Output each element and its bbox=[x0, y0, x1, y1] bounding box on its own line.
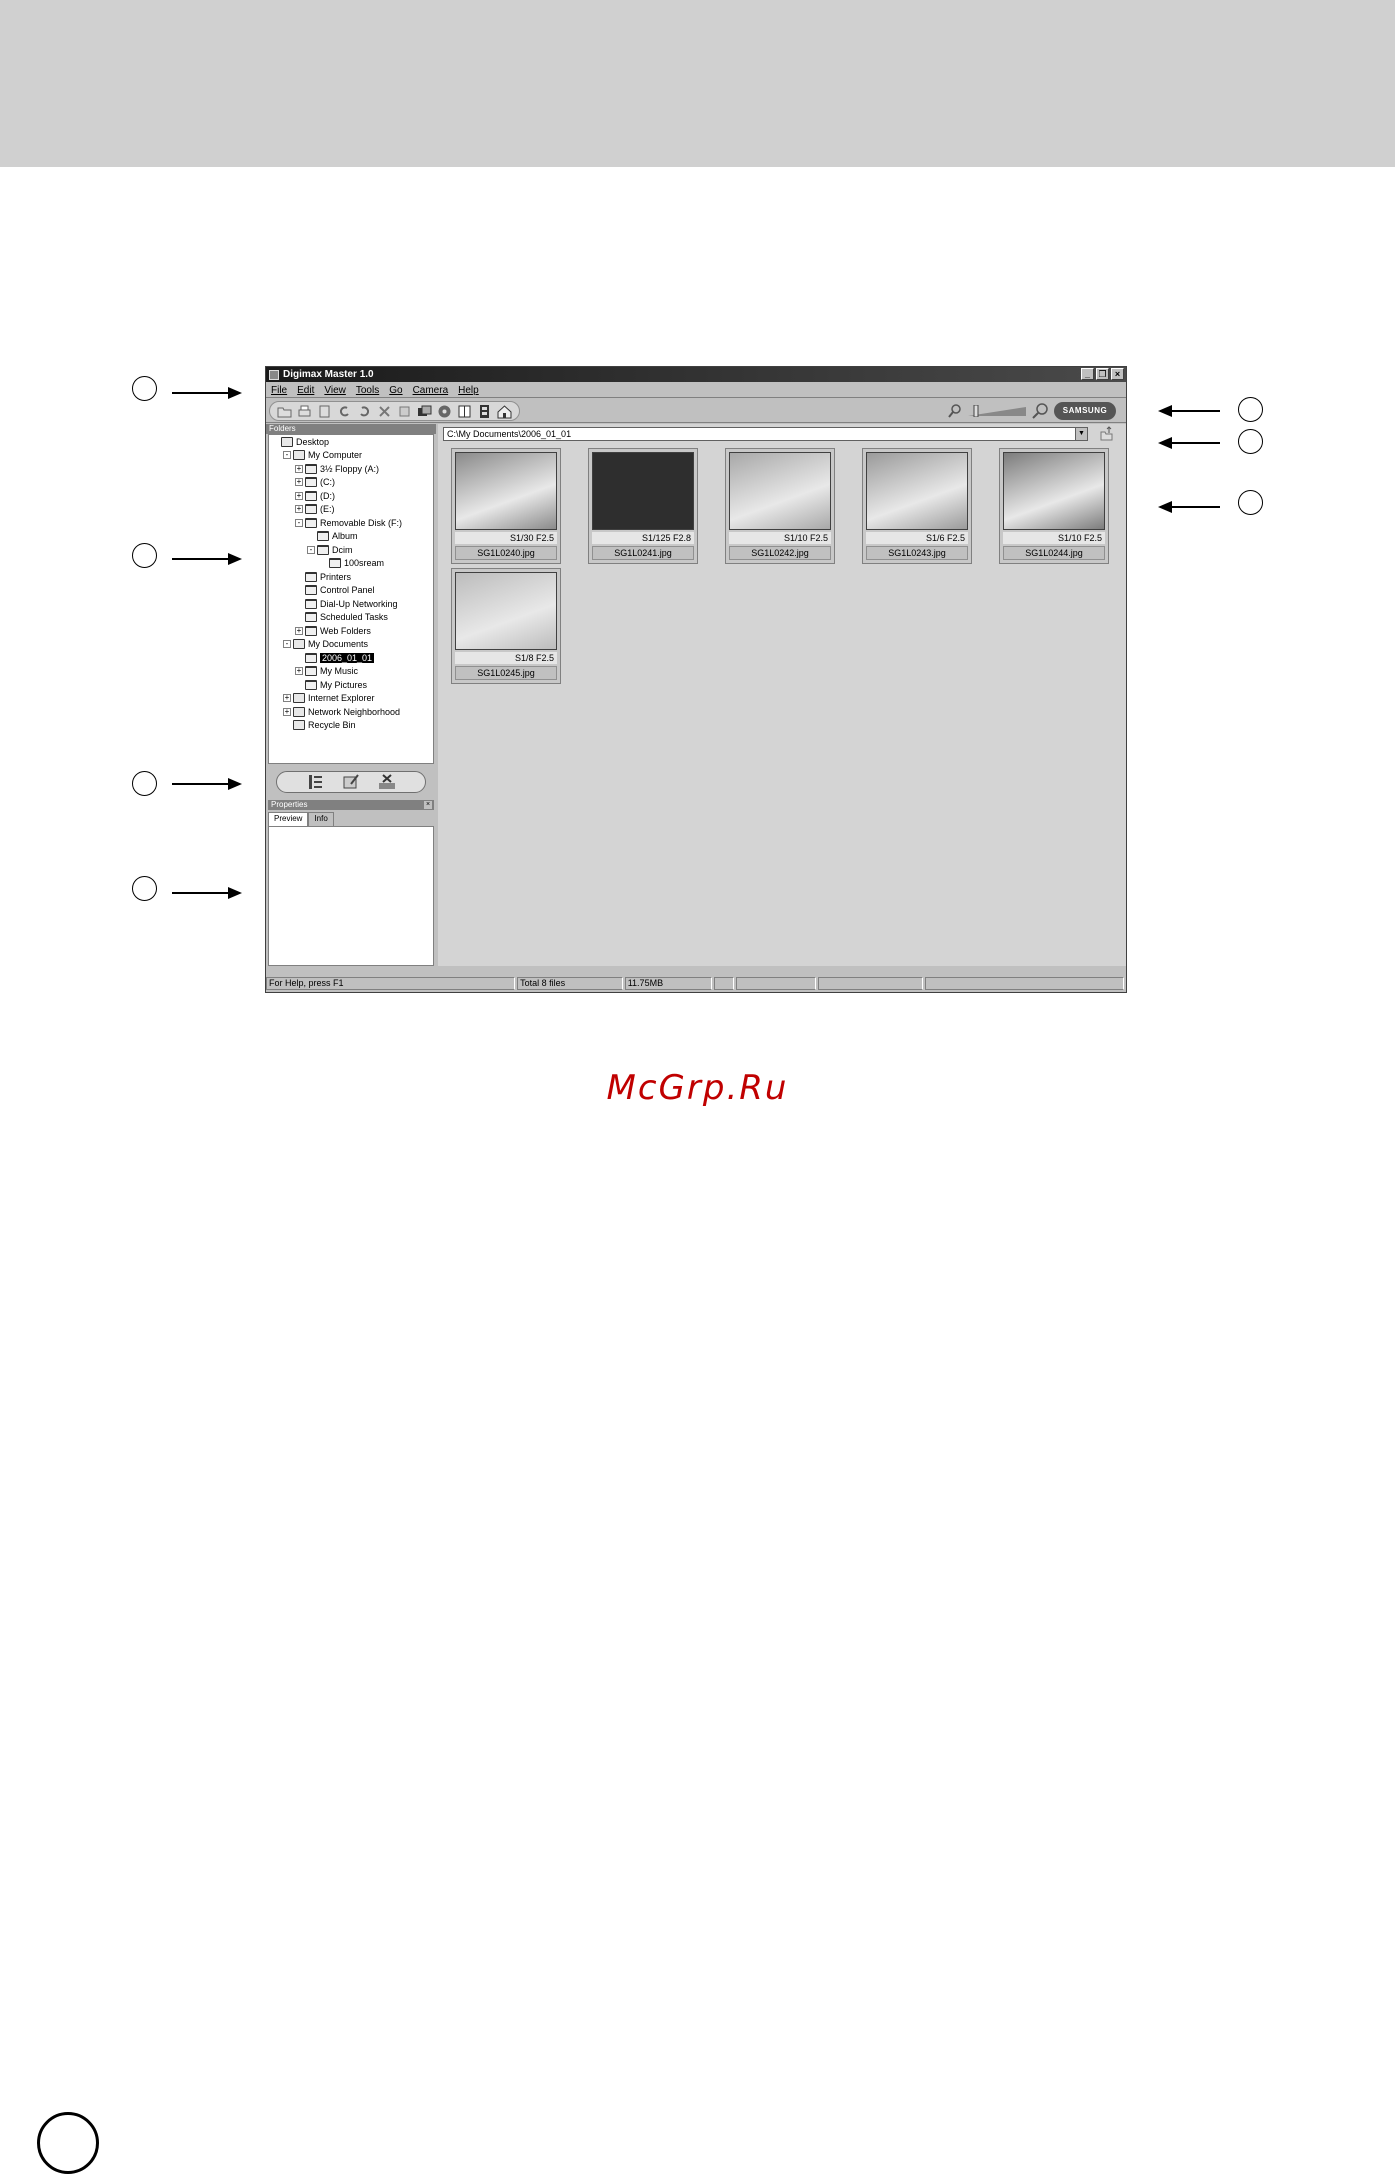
path-combobox[interactable] bbox=[443, 427, 1088, 441]
exposure-label: S1/30 F2.5 bbox=[455, 532, 557, 544]
folder-icon bbox=[305, 491, 317, 501]
properties-panel bbox=[268, 800, 434, 966]
folder-icon bbox=[305, 653, 317, 663]
close-button[interactable]: × bbox=[1111, 368, 1124, 380]
left-pane bbox=[266, 424, 436, 966]
tree-item-label: Album bbox=[332, 531, 358, 542]
zoom-in-icon[interactable] bbox=[1032, 403, 1048, 419]
tab-preview[interactable]: Preview bbox=[268, 812, 308, 826]
tree-item[interactable] bbox=[269, 462, 433, 476]
chevron-down-icon[interactable]: ▼ bbox=[1075, 428, 1087, 440]
tree-item[interactable] bbox=[269, 435, 433, 449]
folder-icon bbox=[293, 639, 305, 649]
paste-icon[interactable] bbox=[316, 404, 333, 419]
filename-label: SG1L0241.jpg bbox=[592, 546, 694, 560]
film-icon[interactable] bbox=[476, 404, 493, 419]
expand-icon[interactable]: + bbox=[284, 693, 290, 703]
folder-icon bbox=[305, 585, 317, 595]
thumbnail[interactable] bbox=[862, 448, 972, 564]
photo-image bbox=[729, 452, 831, 530]
tree-item[interactable] bbox=[269, 489, 433, 503]
folders-caption: Folders bbox=[266, 424, 436, 434]
filename-label: SG1L0244.jpg bbox=[1003, 546, 1105, 560]
folder-icon bbox=[293, 450, 305, 460]
arrow-left-icon bbox=[1158, 404, 1220, 418]
exposure-label: S1/10 F2.5 bbox=[1003, 532, 1105, 544]
folder-icon bbox=[305, 518, 317, 528]
menu-help[interactable]: Help bbox=[458, 384, 479, 396]
folder-icon bbox=[305, 572, 317, 582]
folder-tree[interactable] bbox=[268, 434, 434, 764]
status-size: 11.75MB bbox=[625, 977, 713, 990]
collapse-icon[interactable]: - bbox=[283, 451, 291, 459]
callout-circle-4 bbox=[132, 876, 157, 901]
menu-camera[interactable]: Camera bbox=[412, 384, 449, 396]
app-window-screenshot bbox=[265, 366, 1127, 993]
menu-go[interactable]: Go bbox=[389, 384, 403, 396]
zoom-control bbox=[948, 402, 1116, 420]
tree-item[interactable] bbox=[269, 449, 433, 463]
tree-item-label: Dial-Up Networking bbox=[320, 598, 398, 609]
callout-circle-2 bbox=[132, 543, 157, 568]
properties-icon[interactable] bbox=[396, 404, 413, 419]
folder-icon bbox=[305, 477, 317, 487]
folder-icon bbox=[293, 707, 305, 717]
tree-item[interactable] bbox=[269, 530, 433, 544]
tree-item-label: (D:) bbox=[320, 490, 335, 501]
tree-item-label: Dcim bbox=[332, 544, 353, 555]
tree-item[interactable] bbox=[269, 624, 433, 638]
photo-image bbox=[455, 452, 557, 530]
callout-circle-6 bbox=[1238, 429, 1263, 454]
tree-item[interactable] bbox=[269, 570, 433, 584]
tree-item-label: 100sream bbox=[344, 558, 385, 569]
folder-icon bbox=[305, 626, 317, 636]
tree-item-label: Control Panel bbox=[320, 585, 375, 596]
exposure-label: S1/125 F2.8 bbox=[592, 532, 694, 544]
arrow-right-icon bbox=[172, 552, 242, 566]
tree-item-label: Printers bbox=[320, 571, 352, 582]
status-total: Total 8 files bbox=[517, 977, 623, 990]
tree-item-label: Internet Explorer bbox=[308, 693, 375, 704]
thumbnail-pane bbox=[438, 424, 1126, 966]
callout-circle-3 bbox=[132, 771, 157, 796]
thumbnail[interactable] bbox=[999, 448, 1109, 564]
tree-item[interactable] bbox=[269, 665, 433, 679]
page-number-circle bbox=[37, 2112, 99, 2174]
arrow-left-icon bbox=[1158, 436, 1220, 450]
tree-item-label: Desktop bbox=[296, 436, 330, 447]
filename-label: SG1L0245.jpg bbox=[455, 666, 557, 680]
thumbnail[interactable] bbox=[725, 448, 835, 564]
callout-circle-7 bbox=[1238, 490, 1263, 515]
print-icon[interactable] bbox=[296, 404, 313, 419]
folder-icon bbox=[329, 558, 341, 568]
mode-bar bbox=[268, 768, 434, 796]
menu-tools[interactable]: Tools bbox=[355, 384, 380, 396]
status-bar bbox=[266, 977, 1126, 992]
tree-item[interactable] bbox=[269, 638, 433, 652]
image-edit-icon[interactable] bbox=[342, 774, 360, 790]
tree-item-label: My Music bbox=[320, 666, 358, 677]
toolbar bbox=[266, 399, 1126, 423]
exposure-label: S1/10 F2.5 bbox=[729, 532, 831, 544]
preview-area bbox=[268, 826, 434, 966]
rotate-right-icon[interactable] bbox=[356, 404, 373, 419]
tree-item-label: 3½ Floppy (A:) bbox=[320, 463, 380, 474]
home-icon[interactable] bbox=[496, 404, 513, 419]
expand-icon[interactable]: + bbox=[296, 666, 302, 676]
thumbnail[interactable] bbox=[451, 568, 561, 684]
folder-icon bbox=[281, 437, 293, 447]
folder-icon bbox=[293, 720, 305, 730]
properties-caption: Properties × bbox=[268, 800, 434, 810]
close-icon[interactable]: × bbox=[425, 801, 431, 808]
folder-icon bbox=[317, 545, 329, 555]
exposure-label: S1/8 F2.5 bbox=[455, 652, 557, 664]
filename-label: SG1L0242.jpg bbox=[729, 546, 831, 560]
arrow-right-icon bbox=[172, 386, 242, 400]
photo-image bbox=[455, 572, 557, 650]
collapse-icon[interactable]: - bbox=[283, 640, 291, 648]
toolbar-button-group bbox=[269, 401, 520, 421]
callout-circle-1 bbox=[132, 376, 157, 401]
arrow-left-icon bbox=[1158, 500, 1220, 514]
rotate-left-icon[interactable] bbox=[336, 404, 353, 419]
filename-label: SG1L0243.jpg bbox=[866, 546, 968, 560]
watermark: McGrp.Ru bbox=[606, 1068, 789, 1108]
expand-icon[interactable]: + bbox=[284, 706, 290, 716]
menu-view[interactable]: View bbox=[324, 384, 346, 396]
tree-item-label: Network Neighborhood bbox=[308, 706, 401, 717]
tree-item[interactable] bbox=[269, 705, 433, 719]
expand-icon[interactable]: + bbox=[296, 625, 302, 635]
up-folder-icon[interactable] bbox=[1098, 426, 1114, 442]
expand-icon[interactable]: + bbox=[296, 504, 302, 514]
menu-edit[interactable]: Edit bbox=[297, 384, 315, 396]
minimize-button[interactable]: _ bbox=[1081, 368, 1094, 380]
folder-icon bbox=[305, 464, 317, 474]
book-icon[interactable] bbox=[456, 404, 473, 419]
tree-item-label: Web Folders bbox=[320, 625, 371, 636]
tree-item[interactable] bbox=[269, 692, 433, 706]
collapse-icon[interactable]: - bbox=[307, 546, 315, 554]
app-icon bbox=[269, 370, 279, 380]
tree-item[interactable] bbox=[269, 678, 433, 692]
tree-item[interactable] bbox=[269, 584, 433, 598]
tree-item-label: My Pictures bbox=[320, 679, 368, 690]
arrow-right-icon bbox=[172, 777, 242, 791]
path-text: C:\My Documents\2006_01_01 bbox=[447, 429, 572, 439]
expand-icon[interactable]: + bbox=[296, 490, 302, 500]
samsung-logo: SAMSUNG bbox=[1054, 402, 1116, 420]
folder-icon bbox=[305, 666, 317, 676]
delete-icon[interactable] bbox=[376, 404, 393, 419]
photo-image bbox=[1003, 452, 1105, 530]
tree-item-label: Scheduled Tasks bbox=[320, 612, 388, 623]
restore-button[interactable]: ❐ bbox=[1096, 368, 1109, 380]
tree-item[interactable] bbox=[269, 543, 433, 557]
tree-item-label: (C:) bbox=[320, 477, 335, 488]
header-band bbox=[0, 0, 1395, 167]
tree-item[interactable] bbox=[269, 516, 433, 530]
tree-item[interactable] bbox=[269, 611, 433, 625]
tree-item-label: (E:) bbox=[320, 504, 335, 515]
folder-icon bbox=[305, 504, 317, 514]
title-bar bbox=[266, 367, 1126, 382]
thumbnail[interactable] bbox=[588, 448, 698, 564]
tab-info[interactable]: Info bbox=[308, 812, 333, 826]
expand-icon[interactable]: + bbox=[296, 477, 302, 487]
collapse-icon[interactable]: - bbox=[295, 519, 303, 527]
tree-item[interactable] bbox=[269, 503, 433, 517]
tree-item[interactable] bbox=[269, 476, 433, 490]
tree-item-label: My Computer bbox=[308, 450, 363, 461]
callout-circle-5 bbox=[1238, 397, 1263, 422]
folder-icon bbox=[317, 531, 329, 541]
zoom-slider[interactable] bbox=[968, 405, 1026, 417]
folder-icon bbox=[305, 680, 317, 690]
tree-item[interactable] bbox=[269, 719, 433, 733]
filename-label: SG1L0240.jpg bbox=[455, 546, 557, 560]
window-title: Digimax Master 1.0 bbox=[283, 369, 374, 380]
tree-item-label: My Documents bbox=[308, 639, 369, 650]
thumbnail[interactable] bbox=[451, 448, 561, 564]
open-folder-icon[interactable] bbox=[276, 404, 293, 419]
disc-icon[interactable] bbox=[436, 404, 453, 419]
zoom-out-icon[interactable] bbox=[948, 404, 962, 418]
expand-icon[interactable]: + bbox=[296, 463, 302, 473]
photo-image bbox=[866, 452, 968, 530]
exposure-label: S1/6 F2.5 bbox=[866, 532, 968, 544]
folder-icon bbox=[305, 599, 317, 609]
viewer-mode-icon[interactable] bbox=[306, 774, 324, 790]
tree-item-label: 2006_01_01 bbox=[322, 652, 373, 663]
tree-item[interactable] bbox=[269, 597, 433, 611]
menu-bar bbox=[266, 383, 1126, 398]
movie-edit-icon[interactable] bbox=[378, 774, 396, 790]
photo-image bbox=[592, 452, 694, 530]
status-help: For Help, press F1 bbox=[266, 977, 515, 990]
tree-item-label: Recycle Bin bbox=[308, 720, 356, 731]
tree-item[interactable] bbox=[269, 557, 433, 571]
tree-item-label: Removable Disk (F:) bbox=[320, 517, 403, 528]
slideshow-icon[interactable] bbox=[416, 404, 433, 419]
tree-item[interactable] bbox=[269, 651, 433, 665]
folder-icon bbox=[293, 693, 305, 703]
menu-file[interactable]: File bbox=[271, 384, 288, 396]
arrow-right-icon bbox=[172, 886, 242, 900]
folder-icon bbox=[305, 612, 317, 622]
